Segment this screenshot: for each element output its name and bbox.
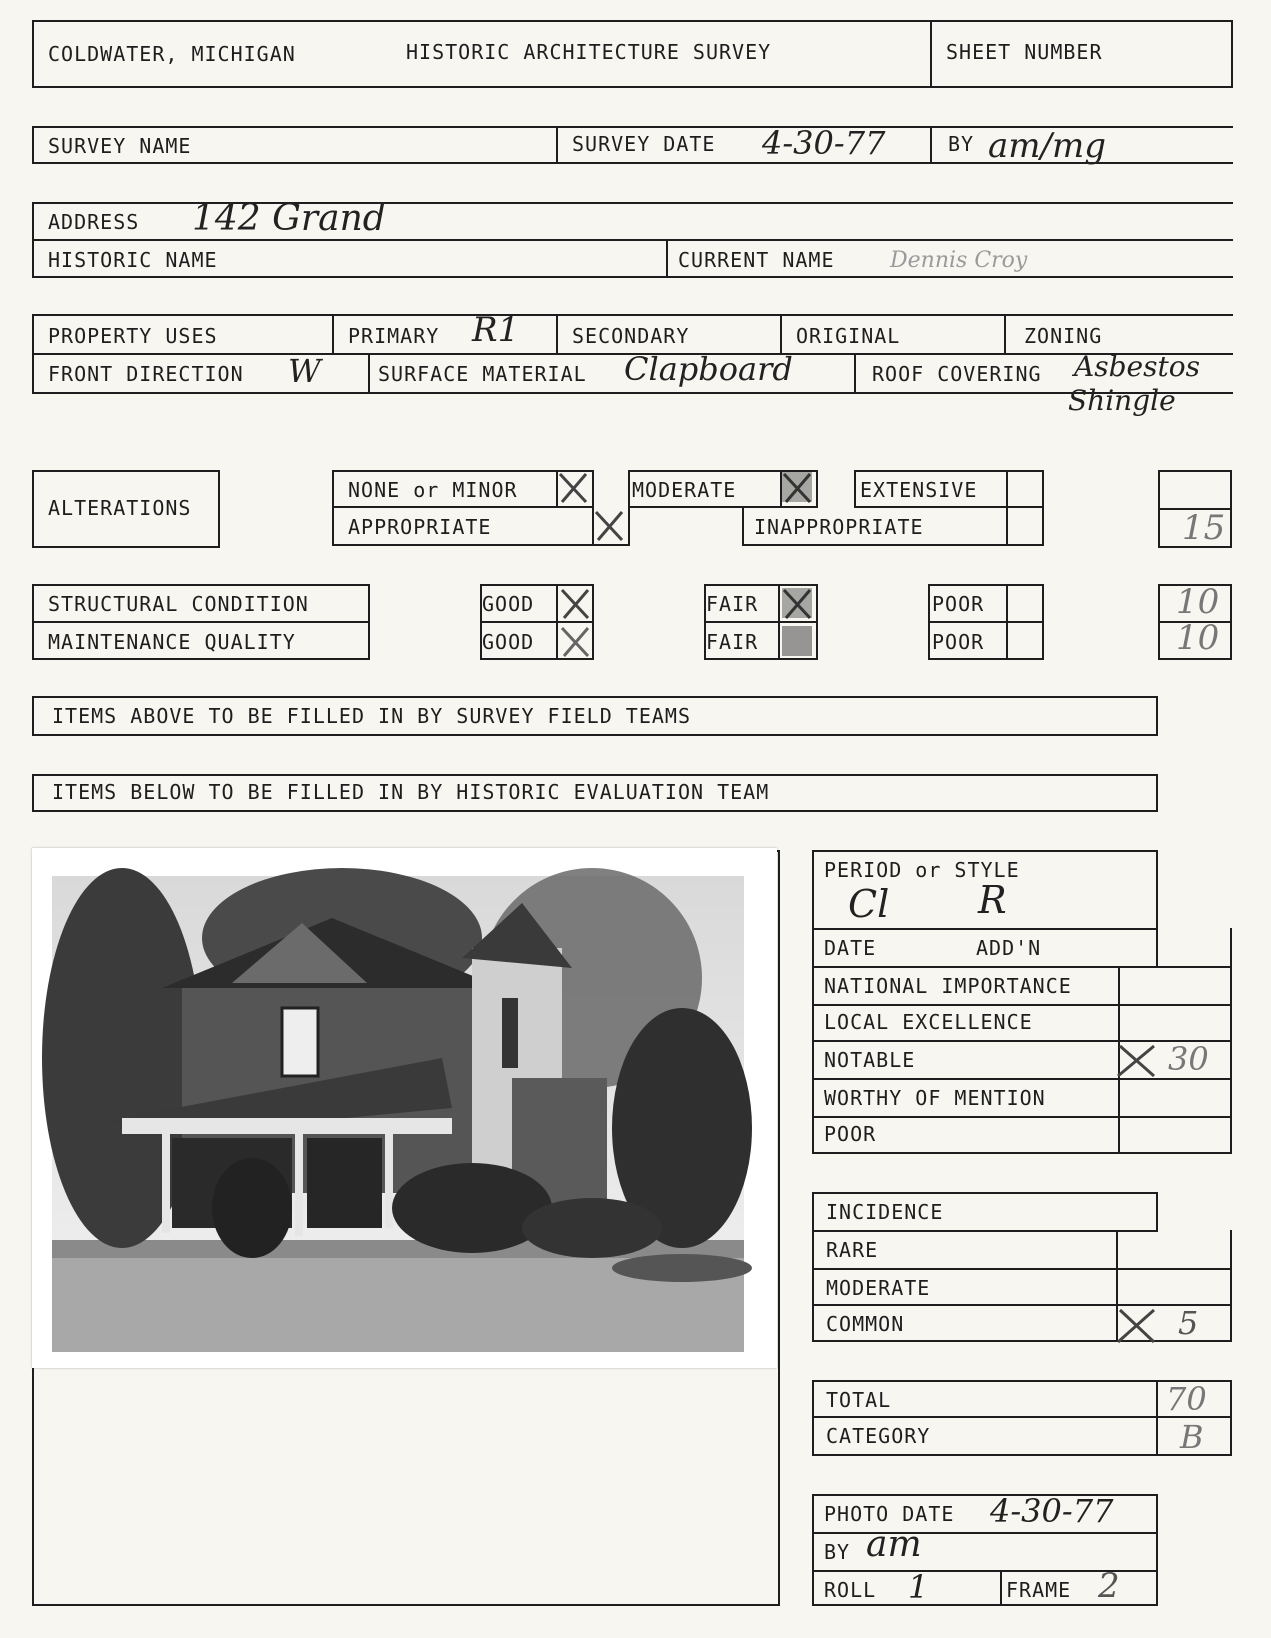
- maintenance-score[interactable]: 10: [1176, 618, 1220, 658]
- frame-label: FRAME: [1006, 1578, 1072, 1602]
- moderate-check[interactable]: [780, 470, 814, 504]
- divider: [556, 126, 558, 164]
- incidence-label: INCIDENCE: [826, 1200, 944, 1224]
- roof-covering-label: ROOF COVERING: [872, 362, 1042, 386]
- total-label: TOTAL: [826, 1388, 892, 1412]
- poor-label: POOR: [824, 1122, 877, 1146]
- roll-label: ROLL: [824, 1578, 877, 1602]
- structural-score[interactable]: 10: [1176, 582, 1220, 622]
- date-label: DATE: [824, 936, 877, 960]
- structural-condition-label: STRUCTURAL CONDITION: [48, 592, 309, 616]
- notable-score[interactable]: 30: [1168, 1040, 1209, 1078]
- worthy-of-mention-label: WORTHY OF MENTION: [824, 1086, 1046, 1110]
- divider: [930, 126, 932, 164]
- historic-name-label: HISTORIC NAME: [48, 248, 218, 272]
- house-photo: [32, 848, 777, 1368]
- structural-fair-check[interactable]: [780, 586, 814, 620]
- surface-material-value[interactable]: Clapboard: [624, 350, 793, 388]
- surface-material-label: SURFACE MATERIAL: [378, 362, 587, 386]
- address-value[interactable]: 142 Grand: [192, 198, 386, 239]
- original-label: ORIGINAL: [796, 324, 901, 348]
- note-above: ITEMS ABOVE TO BE FILLED IN BY SURVEY FIELD TEAMS: [52, 704, 692, 728]
- extensive-label: EXTENSIVE: [860, 478, 978, 502]
- category-value[interactable]: B: [1180, 1418, 1204, 1456]
- divider: [1000, 1570, 1002, 1606]
- moderate-incidence-label: MODERATE: [826, 1276, 931, 1300]
- divider: [666, 239, 668, 278]
- photo-date-value[interactable]: 4-30-77: [990, 1492, 1114, 1530]
- divider: [1006, 470, 1008, 508]
- appropriate-check[interactable]: [592, 508, 626, 542]
- survey-date-label: SURVEY DATE: [572, 132, 716, 156]
- divider: [812, 1004, 1232, 1006]
- divider: [32, 621, 370, 623]
- total-value[interactable]: 70: [1166, 1380, 1207, 1418]
- divider: [780, 314, 782, 353]
- divider: [1156, 1380, 1158, 1456]
- divider: [812, 1078, 1232, 1080]
- secondary-label: SECONDARY: [572, 324, 690, 348]
- divider: [1006, 506, 1008, 546]
- divider: [480, 621, 594, 623]
- notable-check[interactable]: [1114, 1042, 1158, 1078]
- divider: [332, 314, 334, 353]
- zoning-label: ZONING: [1024, 324, 1103, 348]
- divider: [1230, 1230, 1232, 1342]
- address-label: ADDRESS: [48, 210, 140, 234]
- structural-good-label: GOOD: [482, 592, 535, 616]
- roof-covering-value-2[interactable]: Shingle: [1068, 384, 1176, 417]
- rare-label: RARE: [826, 1238, 879, 1262]
- maintenance-good-label: GOOD: [482, 630, 535, 654]
- alterations-label: ALTERATIONS: [48, 496, 192, 520]
- divider: [812, 1304, 1232, 1306]
- divider: [1004, 314, 1006, 353]
- primary-label: PRIMARY: [348, 324, 440, 348]
- period-value-1[interactable]: Cl: [848, 882, 890, 926]
- structural-poor-label: POOR: [932, 592, 985, 616]
- photo-by-label: BY: [824, 1540, 851, 1564]
- maintenance-fair-check[interactable]: [780, 624, 814, 658]
- maintenance-poor-label: POOR: [932, 630, 985, 654]
- period-label: PERIOD or STYLE: [824, 858, 1020, 882]
- by-value[interactable]: am/mg: [988, 126, 1106, 166]
- sheet-number-label: SHEET NUMBER: [946, 40, 1103, 64]
- alterations-score[interactable]: 15: [1182, 508, 1226, 548]
- maintenance-fair-label: FAIR: [706, 630, 759, 654]
- property-uses-label: PROPERTY USES: [48, 324, 218, 348]
- roll-value[interactable]: 1: [908, 1568, 929, 1606]
- divider: [1006, 584, 1008, 660]
- category-label: CATEGORY: [826, 1424, 931, 1448]
- roof-covering-value-1[interactable]: Asbestos: [1074, 350, 1200, 383]
- local-excellence-label: LOCAL EXCELLENCE: [824, 1010, 1033, 1034]
- appropriate-label: APPROPRIATE: [348, 515, 492, 539]
- none-or-minor-check[interactable]: [556, 470, 590, 504]
- survey-title: HISTORIC ARCHITECTURE SURVEY: [406, 40, 772, 64]
- divider: [1156, 928, 1158, 966]
- front-direction-label: FRONT DIRECTION: [48, 362, 244, 386]
- structural-fair-label: FAIR: [706, 592, 759, 616]
- divider: [812, 1116, 1232, 1118]
- by-label: BY: [948, 132, 975, 156]
- city-label: COLDWATER, MICHIGAN: [48, 42, 296, 66]
- note-below: ITEMS BELOW TO BE FILLED IN BY HISTORIC EVALUATION TEAM: [52, 780, 770, 804]
- structural-good-check[interactable]: [558, 586, 592, 620]
- common-score[interactable]: 5: [1178, 1304, 1199, 1342]
- current-name-label: CURRENT NAME: [678, 248, 835, 272]
- current-name-value[interactable]: Dennis Croy: [890, 248, 1028, 273]
- house-photo-image: [32, 848, 777, 1368]
- divider: [854, 353, 856, 394]
- divider: [556, 314, 558, 353]
- front-direction-value[interactable]: W: [288, 352, 321, 390]
- frame-value[interactable]: 2: [1098, 1566, 1120, 1606]
- divider: [812, 966, 1232, 968]
- inappropriate-label: INAPPROPRIATE: [754, 515, 924, 539]
- divider: [32, 239, 1233, 241]
- national-importance-label: NATIONAL IMPORTANCE: [824, 974, 1072, 998]
- addn-label: ADD'N: [976, 936, 1042, 960]
- header-divider: [930, 20, 932, 88]
- none-or-minor-label: NONE or MINOR: [348, 478, 518, 502]
- survey-date-value[interactable]: 4-30-77: [762, 124, 886, 162]
- common-check[interactable]: [1114, 1306, 1158, 1344]
- photo-by-value[interactable]: am: [866, 1524, 922, 1565]
- maintenance-quality-label: MAINTENANCE QUALITY: [48, 630, 296, 654]
- divider: [812, 1532, 1158, 1534]
- photo-date-label: PHOTO DATE: [824, 1502, 955, 1526]
- divider: [368, 353, 370, 394]
- period-value-2[interactable]: R: [978, 878, 1007, 922]
- common-label: COMMON: [826, 1312, 905, 1336]
- divider: [928, 621, 1044, 623]
- moderate-label: MODERATE: [632, 478, 737, 502]
- survey-name-label: SURVEY NAME: [48, 134, 192, 158]
- divider: [1156, 774, 1158, 812]
- maintenance-good-check[interactable]: [558, 624, 592, 658]
- notable-label: NOTABLE: [824, 1048, 916, 1072]
- divider: [812, 1268, 1232, 1270]
- divider: [704, 621, 818, 623]
- primary-value[interactable]: R1: [472, 310, 520, 350]
